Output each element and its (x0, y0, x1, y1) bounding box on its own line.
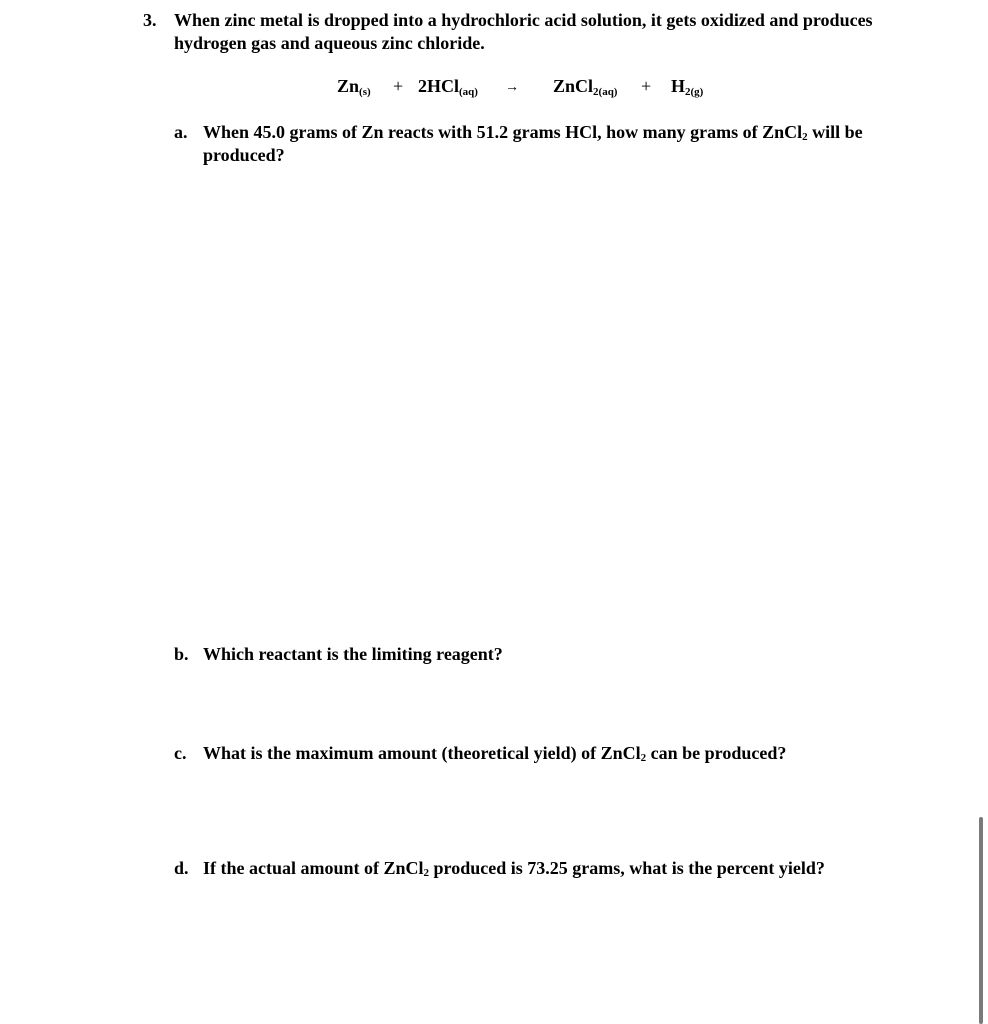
equation-zinc: $Zn_{(s)}$ (337, 76, 371, 98)
part-b-letter: b. (174, 644, 189, 664)
equation-hydrogen: $H_{2(g)}$ (671, 76, 704, 98)
part-b-text: Which reactant is the limiting reagent? (203, 644, 503, 664)
part-d-text: If the actual amount of ZnCl$_2$ produced is 73.25 grams, what is the percent yield? (203, 858, 825, 879)
part-a-letter: a. (174, 122, 188, 142)
question-number: 3. (143, 10, 157, 30)
equation-zinc-chloride: ZnCl$_{2(aq)}$ (553, 76, 618, 98)
part-a-text: When 45.0 grams of Zn reacts with 51.2 grams HCl, how many grams of ZnCl$_2$ will be produced? (203, 122, 863, 165)
equation-arrow-icon: → (505, 80, 519, 95)
question-text: When zinc metal is dropped into a hydrochloric acid solution, it gets oxidized and produces hydrogen gas and aqueous zinc chloride. (174, 10, 873, 53)
equation-hcl: 2HCl$_{(aq)}$ (418, 76, 478, 98)
part-c-letter: c. (174, 743, 187, 763)
part-d-letter: d. (174, 858, 189, 878)
equation-plus-left: + (393, 76, 404, 96)
part-c-text: What is the maximum amount (theoretical yield) of ZnCl$_2$ can be produced? (203, 743, 787, 764)
equation-plus-right: + (641, 76, 652, 96)
vertical-scrollbar[interactable] (979, 817, 983, 1024)
